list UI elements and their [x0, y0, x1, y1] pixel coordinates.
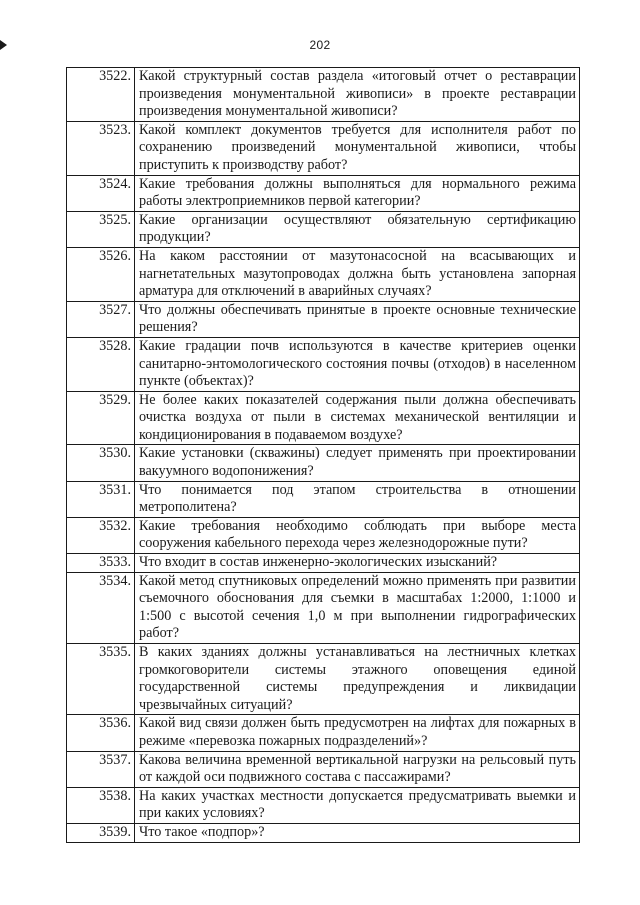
- question-text: Какой структурный состав раздела «итоговый отчет о реставрации произведения монументальной живописи» в проекте реставрации произведения монументальной живописи?: [135, 68, 580, 122]
- table-row: [67, 572, 580, 643]
- table-row: [67, 121, 580, 175]
- question-text: Не более каких показателей содержания пыли должна обеспечивать очистка воздуха от пыли в системах механической вентиляции и кондиционирования в подаваемом воздухе?: [135, 391, 580, 445]
- question-number: 3535.: [67, 644, 135, 715]
- table-row: [67, 211, 580, 247]
- question-number: 3527.: [67, 301, 135, 337]
- question-number: 3536.: [67, 715, 135, 751]
- question-number: 3534.: [67, 572, 135, 643]
- question-text: Какие установки (скважины) следует применять при проектировании вакуумного водопонижения?: [135, 445, 580, 481]
- table-row: [67, 337, 580, 391]
- question-number: 3537.: [67, 751, 135, 787]
- question-text: Что понимается под этапом строительства в отношении метрополитена?: [135, 481, 580, 517]
- table-row: [67, 445, 580, 481]
- question-text: На каких участках местности допускается предусматривать выемки и при каких условиях?: [135, 787, 580, 823]
- question-number: 3529.: [67, 391, 135, 445]
- question-text: Какой комплект документов требуется для исполнителя работ по сохранению произведений монументальной живописи, чтобы приступить к производству работ?: [135, 121, 580, 175]
- table-row: [67, 715, 580, 751]
- question-text: Что входит в состав инженерно-экологических изысканий?: [135, 554, 580, 573]
- question-number: 3523.: [67, 121, 135, 175]
- table-row: [67, 554, 580, 573]
- question-text: Какова величина временной вертикальной нагрузки на рельсовый путь от каждой оси подвижного состава с пассажирами?: [135, 751, 580, 787]
- question-text: Какие требования должны выполняться для нормального режима работы электроприемников первой категории?: [135, 175, 580, 211]
- table-row: [67, 751, 580, 787]
- question-number: 3532.: [67, 517, 135, 553]
- question-text: Какие требования необходимо соблюдать при выборе места сооружения кабельного перехода через железнодорожные пути?: [135, 517, 580, 553]
- questions-table: [66, 67, 580, 843]
- question-number: 3522.: [67, 68, 135, 122]
- page-number: 202: [309, 38, 331, 52]
- question-number: 3526.: [67, 247, 135, 301]
- question-text: Какие градации почв используются в качестве критериев оценки санитарно-энтомологического состояния почвы (отходов) в населенном пункте (объектах)?: [135, 337, 580, 391]
- question-text: Какие организации осуществляют обязательную сертификацию продукции?: [135, 211, 580, 247]
- table-row: [67, 301, 580, 337]
- table-row: [67, 644, 580, 715]
- question-text: Какой метод спутниковых определений можно применять при развитии съемочного обоснования для съемки в масштабах 1:2000, 1:1000 и 1:500 с высотой сечения 1,0 м при выполнении гидрографических работ?: [135, 572, 580, 643]
- question-number: 3539.: [67, 823, 135, 842]
- question-number: 3538.: [67, 787, 135, 823]
- question-text: В каких зданиях должны устанавливаться на лестничных клетках громкоговорители системы этажного оповещения единой государственной системы предупреждения и ликвидации чрезвычайных ситуаций?: [135, 644, 580, 715]
- table-row: [67, 517, 580, 553]
- table-row: [67, 247, 580, 301]
- question-number: 3528.: [67, 337, 135, 391]
- question-text: Какой вид связи должен быть предусмотрен на лифтах для пожарных в режиме «перевозка пожарных подразделений»?: [135, 715, 580, 751]
- table-row: [67, 175, 580, 211]
- table-row: [67, 787, 580, 823]
- table-row: [67, 823, 580, 842]
- question-text: На каком расстоянии от мазутонасосной на всасывающих и нагнетательных мазутопроводах должна быть установлена запорная арматура для отключений в аварийных случаях?: [135, 247, 580, 301]
- question-text: Что должны обеспечивать принятые в проекте основные технические решения?: [135, 301, 580, 337]
- question-number: 3525.: [67, 211, 135, 247]
- question-text: Что такое «подпор»?: [135, 823, 580, 842]
- question-number: 3531.: [67, 481, 135, 517]
- table-row: [67, 68, 580, 122]
- question-number: 3533.: [67, 554, 135, 573]
- table-row: [67, 391, 580, 445]
- question-number: 3530.: [67, 445, 135, 481]
- table-row: [67, 481, 580, 517]
- questions-table-body: [67, 68, 580, 843]
- question-number: 3524.: [67, 175, 135, 211]
